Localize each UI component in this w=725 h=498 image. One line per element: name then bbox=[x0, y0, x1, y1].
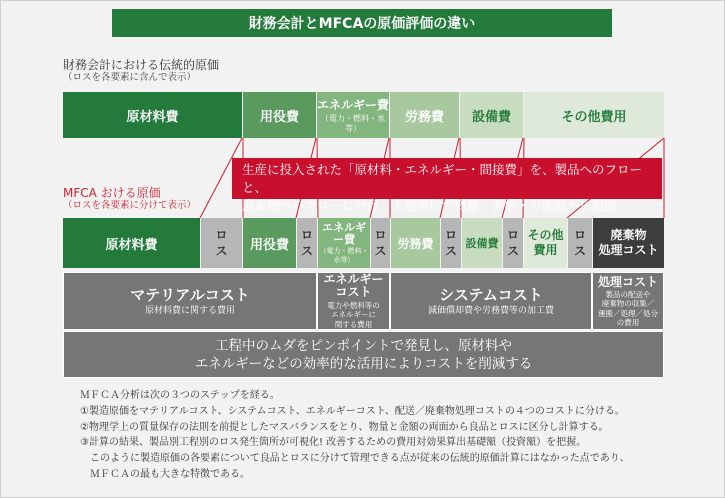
mfca-section-label bbox=[63, 186, 196, 212]
mfca-equipment-loss bbox=[503, 218, 523, 268]
loss-char-2: ス bbox=[215, 244, 228, 258]
mfca-equipment-cost-label: 設備費 bbox=[465, 237, 499, 250]
system-cost-desc: 減価償却費や労務費等の加工費 bbox=[427, 305, 554, 316]
loss-char-1: ロ bbox=[573, 228, 586, 242]
disposal-cost-title: 処理コスト bbox=[597, 274, 658, 289]
mfca-material-cost bbox=[63, 218, 200, 268]
loss-char-2: ス bbox=[506, 244, 519, 258]
callout-line-1: 生産に投入された「原材料・エネルギー・間接費」を、製品へのフローと、 bbox=[242, 162, 643, 195]
energy-cost-box bbox=[317, 272, 390, 330]
mfca-energy-line-2: ー費 bbox=[333, 232, 355, 246]
note-line: このように製造原価の各要素について良品とロスに分けて管理できる点が従来の伝統的原価計算にはなかった点であり、 bbox=[80, 453, 630, 465]
system-cost-title: システムコスト bbox=[439, 285, 543, 304]
energy-cost-desc-3: 関する費用 bbox=[334, 319, 373, 329]
note-line: ＭＦＣＡの最も大きな特徴である。 bbox=[80, 468, 250, 480]
trad-equipment-cost-label: 設備費 bbox=[471, 109, 511, 125]
mfca-energy-sub-1: （電力・燃料・ bbox=[319, 246, 369, 255]
mfca-utility-loss bbox=[297, 218, 317, 268]
trad-other-cost-label: その他費用 bbox=[561, 109, 627, 125]
loss-char-1: ロ bbox=[215, 228, 228, 242]
disposal-cost-desc-2: 廃棄物の収集／ bbox=[601, 299, 655, 308]
note-line: ②物理学上の質量保存の法則を前提としたマスバランスをとり、物量と金額の両面から良品とロスに区分し計算する。 bbox=[80, 421, 609, 433]
material-cost-desc: 原材料費に関する費用 bbox=[144, 305, 235, 316]
trad-utility-cost-label: 用役費 bbox=[259, 109, 299, 125]
mfca-material-cost-label: 原材料費 bbox=[105, 237, 158, 253]
trad-energy-cost-sub: （電力・燃料・水等） bbox=[321, 114, 385, 133]
callout-line-2: 廃棄物へのフローに分け、工程単位で物量・金額・の両面から把握 bbox=[242, 198, 617, 213]
mfca-labor-cost-label: 労務費 bbox=[397, 236, 434, 251]
summary-line-2: エネルギーなどの効率的な活用によりコストを削減する bbox=[194, 355, 533, 372]
mfca-other-loss bbox=[568, 218, 592, 268]
mfca-other-line-2: 費用 bbox=[533, 243, 558, 257]
trad-energy-cost-label: エネルギー費 bbox=[317, 98, 390, 112]
note-line: ①製造原価をマテリアルコスト、システムコスト、エネルギーコスト、配送／廃棄物処理コストの４つのコストに分ける。 bbox=[80, 405, 625, 417]
mfca-energy-loss bbox=[371, 218, 390, 268]
mfca-labor-cost bbox=[391, 218, 440, 268]
loss-char-2: ス bbox=[444, 244, 457, 258]
energy-cost-title-1: エネルギー bbox=[323, 271, 384, 286]
material-cost-box bbox=[63, 272, 317, 330]
disposal-cost-desc-4: の費用 bbox=[616, 318, 640, 327]
trad-material-cost-label: 原材料費 bbox=[126, 109, 179, 125]
disposal-cost-desc-1: 製品の配送や bbox=[605, 289, 651, 299]
flow-explanation-callout bbox=[232, 158, 662, 213]
mfca-other-cost bbox=[524, 218, 567, 268]
energy-cost-desc-2: エネルギーに bbox=[331, 310, 376, 320]
loss-char-2: ス bbox=[300, 244, 313, 258]
traditional-sublabel: （ロスを各要素に含んで表示） bbox=[63, 72, 197, 83]
system-cost-box bbox=[390, 272, 592, 330]
note-line: ＭＦＣＡ分析は次の３つのステップを経る。 bbox=[80, 390, 280, 401]
loss-char-1: ロ bbox=[506, 228, 519, 242]
mfca-energy-line-1: エネルギ bbox=[322, 220, 366, 234]
energy-cost-title-2: コスト bbox=[335, 284, 372, 299]
mfca-utility-cost-label: 用役費 bbox=[249, 237, 289, 253]
summary-line-1: 工程中のムダをピンポイントで発見し、原材料や bbox=[215, 337, 512, 354]
material-cost-title: マテリアルコスト bbox=[130, 285, 250, 304]
mfca-other-line-1: その他 bbox=[527, 228, 564, 242]
mfca-energy-cost bbox=[318, 218, 370, 268]
trad-labor-cost-label: 労務費 bbox=[404, 109, 444, 125]
traditional-label: 財務会計における伝統的原価 bbox=[63, 58, 220, 72]
loss-char-2: ス bbox=[374, 244, 387, 258]
mfca-equipment-cost bbox=[462, 218, 502, 268]
loss-char-1: ロ bbox=[444, 228, 457, 242]
loss-char-1: ロ bbox=[374, 228, 387, 242]
mfca-waste-line-1: 廃棄物 bbox=[610, 228, 647, 242]
disposal-cost-desc-3: 運搬／処理／処分 bbox=[598, 308, 658, 318]
summary-box bbox=[63, 331, 664, 378]
mfca-sublabel: （ロスを各要素に分けて表示） bbox=[63, 200, 197, 211]
mfca-labor-loss bbox=[441, 218, 461, 268]
loss-char-1: ロ bbox=[300, 228, 313, 242]
mfca-waste-disposal-cost bbox=[593, 218, 664, 268]
mfca-waste-line-2: 処理コスト bbox=[598, 243, 659, 257]
mfca-utility-cost bbox=[243, 218, 296, 268]
loss-char-2: ス bbox=[573, 244, 586, 258]
mfca-material-loss bbox=[201, 218, 242, 268]
mfca-label: MFCA おける原価 bbox=[63, 186, 161, 200]
mfca-notes bbox=[80, 388, 690, 483]
note-line: ③計算の結果、製品別工程別のロス発生箇所が可視化! 改善するための費用対効果算出基礎額（投資額）を把握。 bbox=[80, 437, 587, 449]
mfca-energy-sub-2: 水等） bbox=[333, 255, 355, 264]
disposal-cost-box bbox=[592, 272, 664, 330]
energy-cost-desc-1: 電力や燃料等の bbox=[327, 300, 380, 310]
figure-title: 財務会計とMFCAの原価評価の違い bbox=[112, 9, 612, 37]
